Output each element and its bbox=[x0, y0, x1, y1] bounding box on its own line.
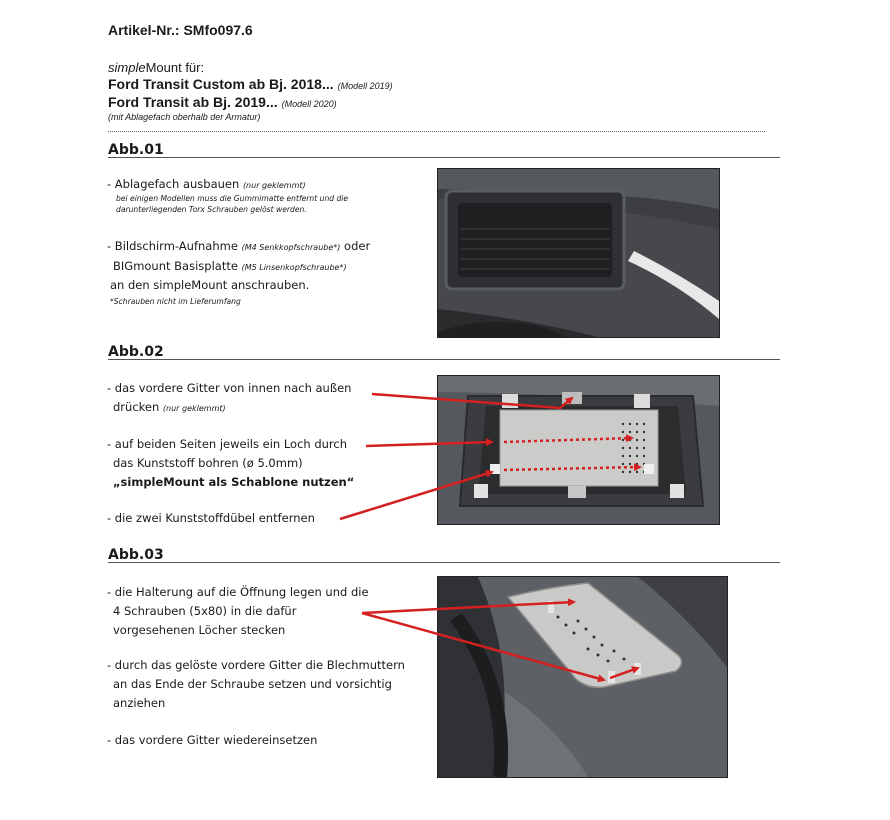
abb01-sub-1: bei einigen Modellen muss die Gummimatte entfernt und die bbox=[116, 194, 349, 203]
model-1-name: Ford Transit Custom ab Bj. 2018... bbox=[108, 76, 334, 92]
abb01-line-2-note: (M4 Senkkopfschraube*) bbox=[241, 243, 341, 252]
abb01-sub-2: darunterliegenden Torx Schrauben gelöst werden. bbox=[116, 205, 307, 214]
abb02-line-2-text: drücken bbox=[113, 400, 160, 414]
model-note: (mit Ablagefach oberhalb der Armatur) bbox=[108, 112, 261, 122]
abb01-footnote: *Schrauben nicht im Lieferumfang bbox=[110, 297, 241, 306]
abb02-line-1: - das vordere Gitter von innen nach außen bbox=[107, 381, 352, 395]
abb03-line-1: - die Halterung auf die Öffnung legen und die bbox=[107, 585, 369, 599]
abb01-title: Abb.01 bbox=[108, 142, 164, 158]
arrow-schrauben-bottom bbox=[362, 613, 604, 680]
abb02-line-2-note: (nur geklemmt) bbox=[162, 404, 226, 413]
abb01-line-2-end: oder bbox=[344, 239, 371, 253]
abb03-line-6: anziehen bbox=[113, 696, 166, 710]
model-2-note: (Modell 2020) bbox=[281, 99, 337, 109]
abb01-line-3-text: BIGmount Basisplatte bbox=[113, 259, 238, 273]
product-name-mount: Mount für: bbox=[145, 60, 205, 75]
arrow-schrauben-top bbox=[362, 602, 574, 613]
article-number: Artikel-Nr.: SMfo097.6 bbox=[108, 22, 253, 38]
model-1-note: (Modell 2019) bbox=[337, 81, 393, 91]
arrow-schrauben-right bbox=[610, 668, 638, 678]
abb02-line-6: - die zwei Kunststoffdübel entfernen bbox=[107, 511, 315, 525]
abb03-line-5: an das Ende der Schraube setzen und vorsichtig bbox=[113, 677, 392, 691]
abb01-line-1-text: - Ablagefach ausbauen bbox=[107, 177, 240, 191]
model-2-name: Ford Transit ab Bj. 2019... bbox=[108, 94, 278, 110]
abb03-line-3: vorgesehenen Löcher stecken bbox=[113, 623, 286, 637]
arrow-loch bbox=[366, 442, 492, 446]
arrow-dotted-top bbox=[504, 438, 632, 442]
abb03-title: Abb.03 bbox=[108, 547, 164, 563]
abb02-line-3: - auf beiden Seiten jeweils ein Loch durch bbox=[107, 437, 348, 451]
abb01-line-2-text: - Bildschirm-Aufnahme bbox=[107, 239, 238, 253]
arrow-gitter bbox=[372, 394, 572, 408]
abb01-line-3-note: (M5 Linsenkopfschraube*) bbox=[241, 263, 347, 272]
arrow-duebel bbox=[340, 472, 492, 519]
abb03-line-2: 4 Schrauben (5x80) in die dafür bbox=[113, 604, 297, 618]
abb01-line-1-note: (nur geklemmt) bbox=[242, 181, 306, 190]
abb03-line-4: - durch das gelöste vordere Gitter die Blechmuttern bbox=[107, 658, 405, 672]
product-name-simple: simple bbox=[108, 60, 146, 75]
abb01-line-4: an den simpleMount anschrauben. bbox=[110, 278, 310, 292]
abb02-line-4: das Kunststoff bohren (ø 5.0mm) bbox=[113, 456, 303, 470]
abb02-line-5: „simpleMount als Schablone nutzen“ bbox=[113, 475, 355, 489]
abb02-title: Abb.02 bbox=[108, 344, 164, 360]
arrow-dotted-bottom bbox=[504, 467, 640, 470]
abb03-line-7: - das vordere Gitter wiedereinsetzen bbox=[107, 733, 318, 747]
